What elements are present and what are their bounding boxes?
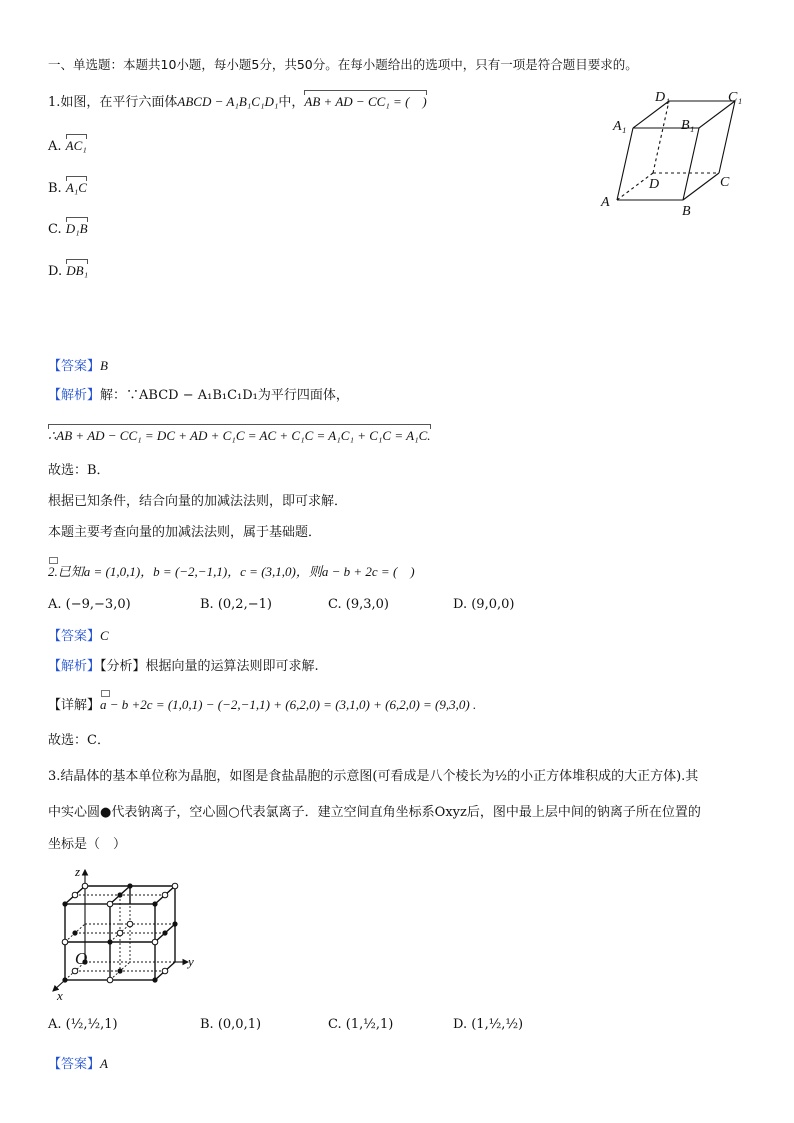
- analysis-tag: 【解析】: [48, 659, 101, 674]
- sodium-ion: [62, 977, 67, 982]
- label-b1: B₁: [681, 118, 695, 133]
- q1-answer: [48, 357, 108, 376]
- option-value: (1,½,1): [345, 1017, 394, 1032]
- chlorine-ion: [162, 968, 168, 974]
- answer-value: C: [100, 628, 109, 643]
- option-label: A.: [48, 597, 62, 612]
- q3-stem-line3: 坐标是（ ）: [48, 837, 127, 852]
- label-d: D: [649, 177, 660, 192]
- q1-option-c: [48, 220, 88, 239]
- chlorine-ion: [127, 921, 133, 927]
- q1-analysis-line4: 根据已知条件，结合向量的加减法法则，即可求解．: [48, 494, 348, 509]
- q1-analysis-line5: 本题主要考查向量的加减法法则，属于基础题．: [48, 525, 322, 540]
- axis-label-x: x: [57, 988, 63, 1002]
- origin-label: O: [75, 949, 88, 968]
- q2-option-b: [200, 596, 272, 614]
- q2-option-d: [453, 596, 514, 614]
- label-a1: A₁: [613, 119, 627, 134]
- option-value: (9,3,0): [345, 597, 389, 612]
- q1-stem: [48, 93, 427, 112]
- q3-option-b: [200, 1016, 261, 1034]
- option-value: (0,0,1): [217, 1017, 262, 1032]
- option-value: D₁B: [65, 221, 88, 236]
- answer-value: A: [100, 1056, 108, 1071]
- q3-answer: [48, 1055, 108, 1074]
- parallelepiped-figure: [595, 85, 780, 220]
- option-label: C.: [48, 222, 62, 237]
- q1-stem-mid: 中，: [278, 95, 305, 110]
- q1-option-a: [48, 137, 87, 156]
- label-b: B: [682, 204, 691, 219]
- option-label: D.: [453, 597, 468, 612]
- option-value: (0,2,−1): [217, 597, 272, 612]
- option-value: (9,0,0): [471, 597, 515, 612]
- chlorine-ion: [152, 939, 158, 945]
- sodium-ion: [107, 939, 112, 944]
- q3-option-d: [453, 1016, 523, 1034]
- chlorine-ion: [107, 901, 113, 907]
- edge-aa1: [617, 128, 633, 200]
- chlorine-ion: [72, 892, 78, 898]
- detail-tag: 【详解】: [48, 698, 101, 713]
- sodium-ion-top-center: [117, 892, 122, 897]
- analysis-tag: 【解析】: [48, 388, 101, 403]
- q1-analysis-line3: 故选：B．: [48, 463, 110, 478]
- option-label: A.: [48, 1017, 62, 1032]
- detail-text: a − b +2c = (1,0,1) − (−2,−1,1) + (6,2,0) = (3,1,0) + (6,2,0) = (9,3,0) .: [100, 697, 477, 712]
- q2-stem: [48, 563, 415, 582]
- answer-tag: 【答案】: [48, 1057, 101, 1072]
- section-header: 一、单选题：本题共10小题，每小题5分，共50分。在每小题给出的选项中，只有一项是符合题目要求的。: [48, 57, 638, 72]
- q2-option-c: [328, 596, 389, 614]
- label-d1: D₁: [655, 90, 670, 105]
- q1-analysis-line2: [48, 427, 431, 446]
- q2-answer: [48, 627, 109, 646]
- analysis-equation: ∴AB + AD − CC₁ = DC + AD + C₁C = AC + C₁C = A₁C₁ + C₁C = A₁C.: [48, 428, 431, 443]
- answer-tag: 【答案】: [48, 629, 101, 644]
- option-label: D.: [48, 264, 63, 279]
- sodium-ion: [127, 883, 132, 888]
- sodium-ion: [62, 901, 67, 906]
- chlorine-ion: [172, 883, 178, 889]
- label-a: A: [601, 195, 610, 210]
- axis-label-z: z: [75, 864, 81, 879]
- q1-stem-solid: ABCD − A₁B₁C₁D₁: [177, 94, 279, 109]
- axis-label-y: y: [188, 954, 194, 969]
- chlorine-ion: [162, 892, 168, 898]
- q2-detail: [48, 696, 476, 715]
- option-label: C.: [328, 597, 342, 612]
- q1-option-d: [48, 262, 88, 281]
- option-label: B.: [200, 1017, 214, 1032]
- sodium-ion: [172, 921, 177, 926]
- sodium-ion: [152, 901, 157, 906]
- option-value: A₁C: [65, 180, 87, 195]
- label-c: C: [720, 175, 730, 190]
- chlorine-ion: [62, 939, 68, 945]
- answer-value: B: [100, 358, 108, 373]
- sodium-ion: [162, 930, 167, 935]
- sodium-ion: [117, 968, 122, 973]
- q2-conclusion: 故选：C．: [48, 733, 110, 748]
- analysis-text: 解：∵ABCD − A₁B₁C₁D₁为平行四面体，: [100, 388, 349, 403]
- sodium-ion: [72, 930, 77, 935]
- chlorine-ion: [82, 883, 88, 889]
- analysis-text: 【分析】根据向量的运算法则即可求解.: [100, 659, 319, 674]
- q2-analysis: [48, 658, 319, 676]
- option-value: (−9,−3,0): [65, 597, 131, 612]
- option-label: B.: [200, 597, 214, 612]
- option-value: (1,½,½): [471, 1017, 524, 1032]
- q2-option-a: [48, 596, 131, 614]
- option-value: (½,½,1): [65, 1017, 118, 1032]
- chlorine-ion: [117, 930, 123, 936]
- option-label: A.: [48, 139, 62, 154]
- q1-analysis-line1: [48, 387, 349, 405]
- chlorine-ion: [107, 977, 113, 983]
- q3-option-c: [328, 1016, 393, 1034]
- label-c1: C₁: [728, 90, 743, 105]
- crystal-cell-figure: [45, 862, 200, 1002]
- q2-stem-text: 2.已知a = (1,0,1)，b = (−2,−1,1)，c = (3,1,0)，则a − b + 2c = ( ): [48, 564, 415, 579]
- q3-stem-line2: 中实心圆●代表钠离子，空心圆○代表氯离子．建立空间直角坐标系Oxyz后，图中最上层中间的钠离子所在位置的: [48, 805, 701, 820]
- option-label: D.: [453, 1017, 468, 1032]
- option-label: B.: [48, 181, 62, 196]
- q1-stem-expr: AB + AD − CC₁ = ( ): [304, 94, 427, 109]
- option-value: DB₁: [66, 263, 89, 278]
- q1-option-b: [48, 179, 87, 198]
- option-label: C.: [328, 1017, 342, 1032]
- chlorine-ion: [72, 968, 78, 974]
- q1-stem-prefix: 1.如图，在平行六面体: [48, 95, 178, 110]
- q3-option-a: [48, 1016, 118, 1034]
- sodium-ion: [152, 977, 157, 982]
- option-value: AC₁: [65, 138, 87, 153]
- answer-tag: 【答案】: [48, 359, 101, 374]
- q3-stem-line1: 3.结晶体的基本单位称为晶胞，如图是食盐晶胞的示意图(可看成是八个棱长为½的小正方体堆积成的大正方体).其: [48, 769, 699, 784]
